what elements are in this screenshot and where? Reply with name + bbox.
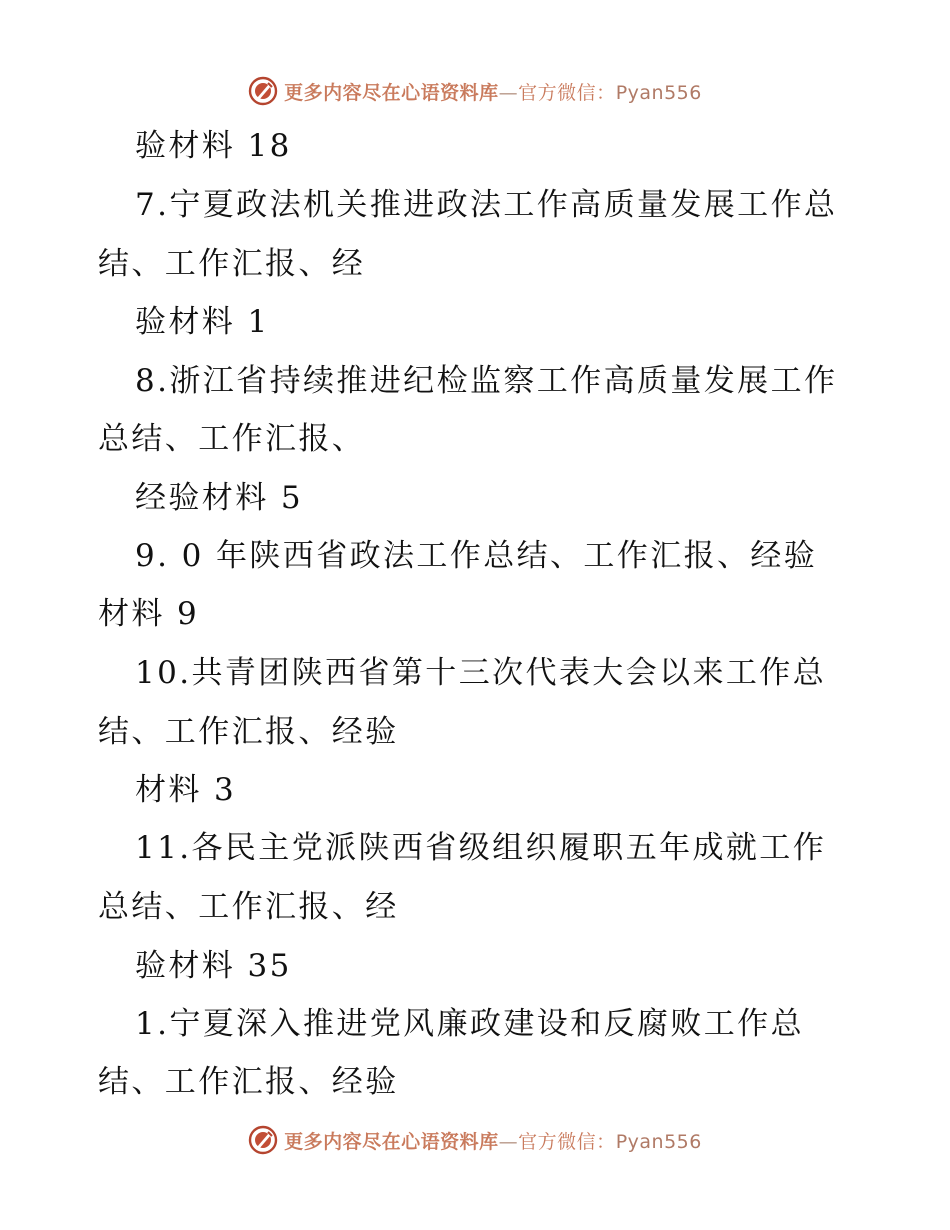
watermark-separator: — <box>498 1130 519 1153</box>
text-line: 结、工作汇报、经 <box>98 246 366 282</box>
header-watermark <box>0 73 950 109</box>
watermark-contact-label: 官方微信： <box>518 1130 616 1153</box>
pen-seal-icon <box>248 1125 278 1155</box>
watermark-main: 更多内容尽在心语资料库 <box>284 1130 499 1153</box>
watermark-text <box>284 78 702 105</box>
text-line: 10.共青团陕西省第十三次代表大会以来工作总 <box>135 655 827 691</box>
text-line: 结、工作汇报、经验 <box>98 1064 399 1100</box>
text-line: 验材料 18 <box>135 128 292 164</box>
text-line: 结、工作汇报、经验 <box>98 714 399 750</box>
text-line: 总结、工作汇报、经 <box>98 889 399 925</box>
text-line: 1.宁夏深入推进党风廉政建设和反腐败工作总 <box>135 1006 804 1042</box>
watermark-main: 更多内容尽在心语资料库 <box>284 81 499 104</box>
text-line: 8.浙江省持续推进纪检监察工作高质量发展工作 <box>135 363 838 399</box>
watermark-contact-id: Pyan556 <box>615 81 702 104</box>
pen-seal-icon <box>248 76 278 106</box>
watermark-contact-label: 官方微信： <box>518 81 616 104</box>
footer-watermark <box>0 1122 950 1158</box>
text-line: 材料 9 <box>98 596 200 632</box>
text-line: 验材料 35 <box>135 948 292 984</box>
watermark-text <box>284 1127 702 1154</box>
text-line: 验材料 1 <box>135 304 270 340</box>
text-line: 11.各民主党派陕西省级组织履职五年成就工作 <box>135 830 827 866</box>
text-line: 7.宁夏政法机关推进政法工作高质量发展工作总 <box>135 187 838 223</box>
text-line: 9. 0 年陕西省政法工作总结、工作汇报、经验 <box>135 538 818 574</box>
text-line: 材料 3 <box>135 772 237 808</box>
watermark-contact-id: Pyan556 <box>615 1130 702 1153</box>
watermark-separator: — <box>498 81 519 104</box>
text-line: 经验材料 5 <box>135 480 303 516</box>
text-line: 总结、工作汇报、 <box>98 421 366 457</box>
